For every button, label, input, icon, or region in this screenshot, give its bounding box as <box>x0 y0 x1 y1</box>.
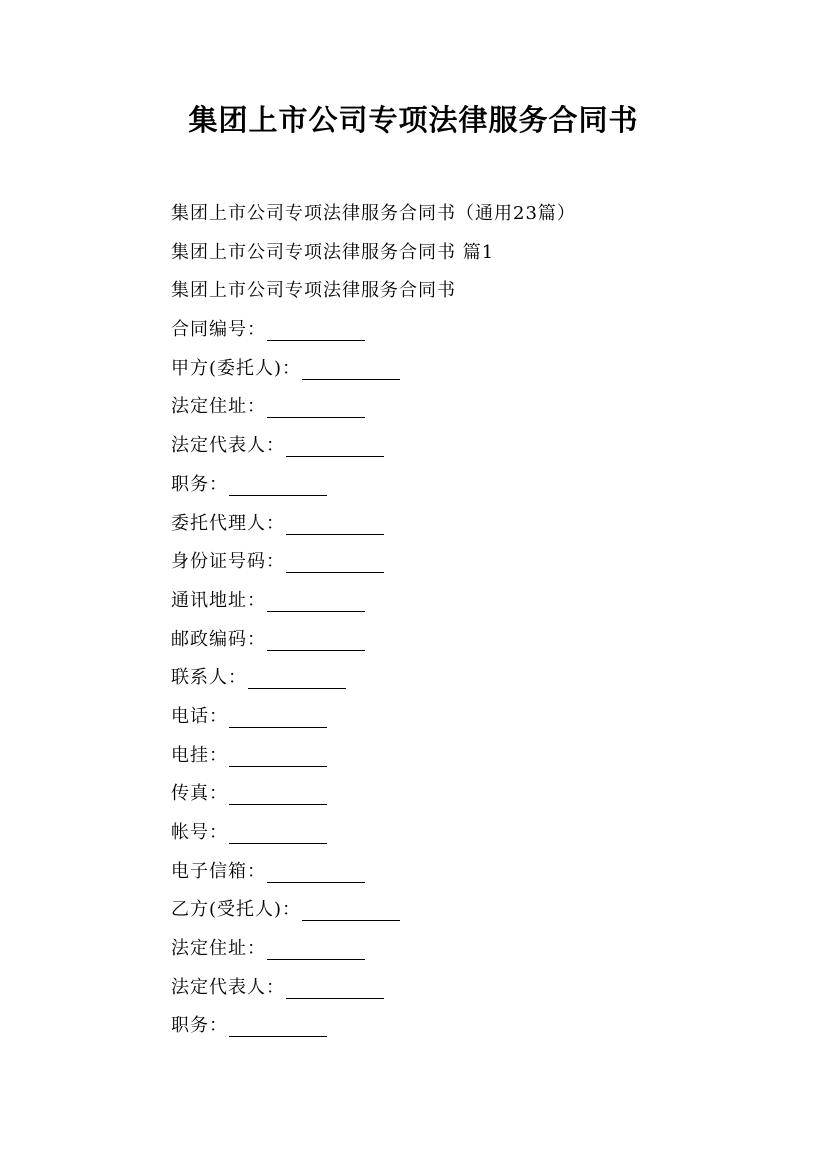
field-label: 委托代理人： <box>171 512 285 534</box>
field-line-phone <box>171 698 771 737</box>
field-label: 邮政编码： <box>171 628 266 650</box>
field-line-fax <box>171 775 771 814</box>
field-line-position-b <box>171 1007 771 1046</box>
field-label: 电子信箱： <box>171 860 266 882</box>
document-body <box>171 195 771 1046</box>
field-line-postal-code <box>171 621 771 660</box>
field-line-id-number <box>171 543 771 582</box>
fill-blank[interactable] <box>267 320 365 341</box>
fill-blank[interactable] <box>229 746 327 767</box>
line-text: 集团上市公司专项法律服务合同书 <box>171 280 456 302</box>
field-label: 电挂： <box>171 744 228 766</box>
body-line <box>171 234 771 273</box>
fill-blank[interactable] <box>248 668 346 689</box>
fill-blank[interactable] <box>286 436 384 457</box>
field-line-position <box>171 466 771 505</box>
fill-blank[interactable] <box>267 591 365 612</box>
field-line-contract-number <box>171 311 771 350</box>
field-line-agent <box>171 505 771 544</box>
fill-blank[interactable] <box>229 475 327 496</box>
fill-blank[interactable] <box>302 900 400 921</box>
field-label: 联系人： <box>171 667 247 689</box>
fill-blank[interactable] <box>229 1016 327 1037</box>
fill-blank[interactable] <box>229 784 327 805</box>
body-line <box>171 272 771 311</box>
field-line-party-a <box>171 350 771 389</box>
field-label: 法定住址： <box>171 938 266 960</box>
fill-blank[interactable] <box>229 707 327 728</box>
field-label: 通讯地址： <box>171 589 266 611</box>
field-line-legal-address-b <box>171 930 771 969</box>
field-label: 传真： <box>171 783 228 805</box>
field-label: 乙方(受托人)： <box>171 899 302 921</box>
fill-blank[interactable] <box>302 359 400 380</box>
field-line-legal-address <box>171 388 771 427</box>
field-label: 合同编号： <box>171 319 266 341</box>
document-title: 集团上市公司专项法律服务合同书 <box>188 103 639 137</box>
field-line-account <box>171 814 771 853</box>
field-line-legal-representative <box>171 427 771 466</box>
body-line <box>171 195 771 234</box>
fill-blank[interactable] <box>229 823 327 844</box>
field-label: 身份证号码： <box>171 551 285 573</box>
fill-blank[interactable] <box>267 862 365 883</box>
field-line-party-b <box>171 891 771 930</box>
fill-blank[interactable] <box>267 397 365 418</box>
field-label: 职务： <box>171 1015 228 1037</box>
field-line-mailing-address <box>171 582 771 621</box>
field-label: 职务： <box>171 473 228 495</box>
line-text: 集团上市公司专项法律服务合同书（通用23篇） <box>171 203 576 224</box>
fill-blank[interactable] <box>286 514 384 535</box>
field-label: 法定代表人： <box>171 976 285 998</box>
fill-blank[interactable] <box>267 630 365 651</box>
field-line-email <box>171 853 771 892</box>
fill-blank[interactable] <box>286 978 384 999</box>
field-line-legal-representative-b <box>171 969 771 1008</box>
field-line-telegraph <box>171 737 771 776</box>
field-label: 甲方(委托人)： <box>171 357 302 379</box>
line-text: 集团上市公司专项法律服务合同书 篇1 <box>171 241 495 263</box>
field-label: 法定代表人： <box>171 435 285 457</box>
fill-blank[interactable] <box>267 939 365 960</box>
field-label: 帐号： <box>171 822 228 843</box>
field-label: 法定住址： <box>171 396 266 418</box>
field-line-contact <box>171 659 771 698</box>
fill-blank[interactable] <box>286 552 384 573</box>
field-label: 电话： <box>171 705 228 727</box>
